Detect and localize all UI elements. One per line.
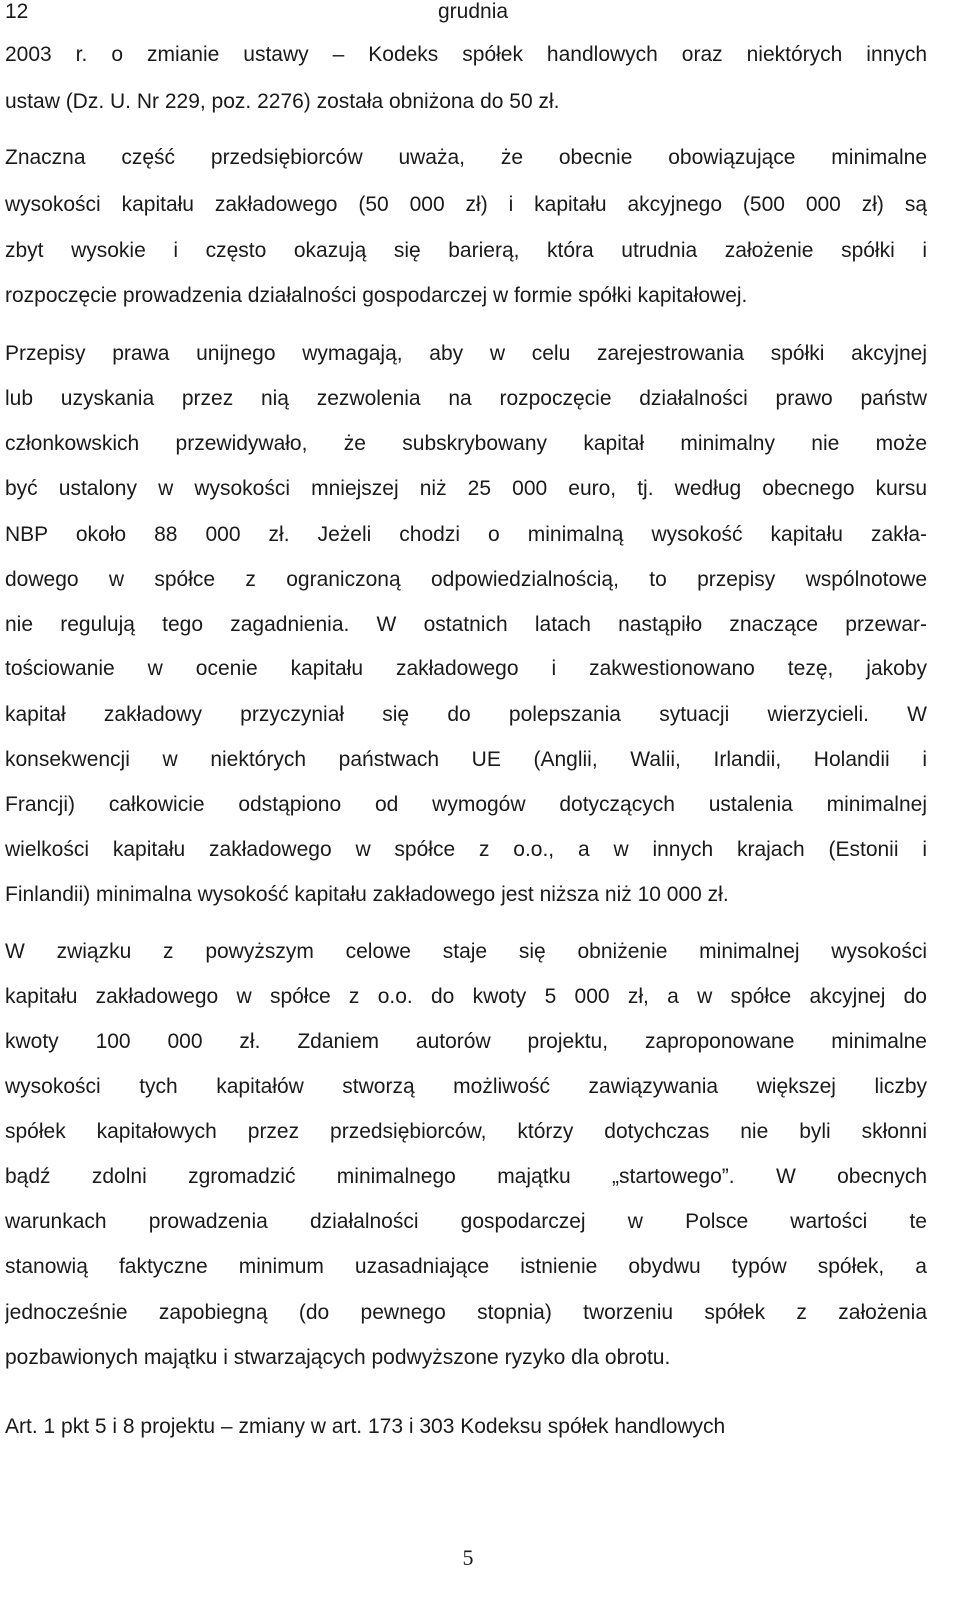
paragraph-3-line-1: Przepisy prawa unijnego wymagają, aby w celu zarejestrowania spółki akcyjnej <box>5 342 927 365</box>
header-month: grudnia <box>438 0 509 23</box>
paragraph-4-line-9: jednocześnie zapobiegną (do pewnego stopnia) tworzeniu spółek z założenia <box>5 1301 927 1324</box>
paragraph-2-line-3: zbyt wysokie i często okazują się barierą, która utrudnia założenie spółki i <box>5 239 927 262</box>
paragraph-3-line-9: kapitał zakładowy przyczyniał się do polepszania sytuacji wierzycieli. W <box>5 703 927 726</box>
paragraph-4-line-4: wysokości tych kapitałów stworzą możliwość zawiązywania większej liczby <box>5 1075 927 1098</box>
paragraph-3-line-2: lub uzyskania przez nią zezwolenia na rozpoczęcie działalności prawo państw <box>5 387 927 410</box>
paragraph-3-line-11: Francji) całkowicie odstąpiono od wymogów dotyczących ustalenia minimalnej <box>5 793 927 816</box>
paragraph-4-line-7: warunkach prowadzenia działalności gospodarczej w Polsce wartości te <box>5 1210 927 1233</box>
paragraph-2-line-4: rozpoczęcie prowadzenia działalności gospodarczej w formie spółki kapitałowej. <box>5 284 748 307</box>
paragraph-3-line-10: konsekwencji w niektórych państwach UE (Anglii, Walii, Irlandii, Holandii i <box>5 748 927 771</box>
paragraph-3-line-13: Finlandii) minimalna wysokość kapitału zakładowego jest niższa niż 10 000 zł. <box>5 883 729 906</box>
paragraph-4-line-8: stanowią faktyczne minimum uzasadniające istnienie obydwu typów spółek, a <box>5 1255 927 1278</box>
paragraph-3-line-8: tościowanie w ocenie kapitału zakładowego i zakwestionowano tezę, jakoby <box>5 657 927 680</box>
paragraph-4-line-3: kwoty 100 000 zł. Zdaniem autorów projektu, zaproponowane minimalne <box>5 1030 927 1053</box>
paragraph-4-line-10: pozbawionych majątku i stwarzających podwyższone ryzyko dla obrotu. <box>5 1346 671 1369</box>
paragraph-3-line-12: wielkości kapitału zakładowego w spółce z o.o., a w innych krajach (Estonii i <box>5 838 927 861</box>
paragraph-1-line-1: 2003 r. o zmianie ustawy – Kodeks spółek handlowych oraz niektórych innych <box>5 43 927 66</box>
paragraph-1-line-2: ustaw (Dz. U. Nr 229, poz. 2276) została obniżona do 50 zł. <box>5 90 560 113</box>
page-number: 5 <box>462 1545 474 1570</box>
paragraph-4-line-6: bądź zdolni zgromadzić minimalnego majątku „startowego”. W obecnych <box>5 1165 927 1188</box>
paragraph-3-line-7: nie regulują tego zagadnienia. W ostatnich latach nastąpiło znaczące przewar- <box>5 613 927 636</box>
paragraph-3-line-4: być ustalony w wysokości mniejszej niż 25 000 euro, tj. według obecnego kursu <box>5 477 927 500</box>
paragraph-3-line-5: NBP około 88 000 zł. Jeżeli chodzi o minimalną wysokość kapitału zakła- <box>5 523 927 546</box>
paragraph-4-line-5: spółek kapitałowych przez przedsiębiorców, którzy dotychczas nie byli skłonni <box>5 1120 927 1143</box>
paragraph-2-line-1: Znaczna część przedsiębiorców uważa, że obecnie obowiązujące minimalne <box>5 146 927 169</box>
paragraph-4-line-2: kapitału zakładowego w spółce z o.o. do kwoty 5 000 zł, a w spółce akcyjnej do <box>5 985 927 1008</box>
paragraph-4-line-1: W związku z powyższym celowe staje się obniżenie minimalnej wysokości <box>5 940 927 963</box>
paragraph-3-line-3: członkowskich przewidywało, że subskrybowany kapitał minimalny nie może <box>5 432 927 455</box>
article-reference-line: Art. 1 pkt 5 i 8 projektu – zmiany w art. 173 i 303 Kodeksu spółek handlowych <box>5 1415 726 1438</box>
paragraph-2-line-2: wysokości kapitału zakładowego (50 000 zł) i kapitału akcyjnego (500 000 zł) są <box>5 193 927 216</box>
header-day: 12 <box>5 0 29 23</box>
paragraph-3-line-6: dowego w spółce z ograniczoną odpowiedzialnością, to przepisy wspólnotowe <box>5 568 927 591</box>
